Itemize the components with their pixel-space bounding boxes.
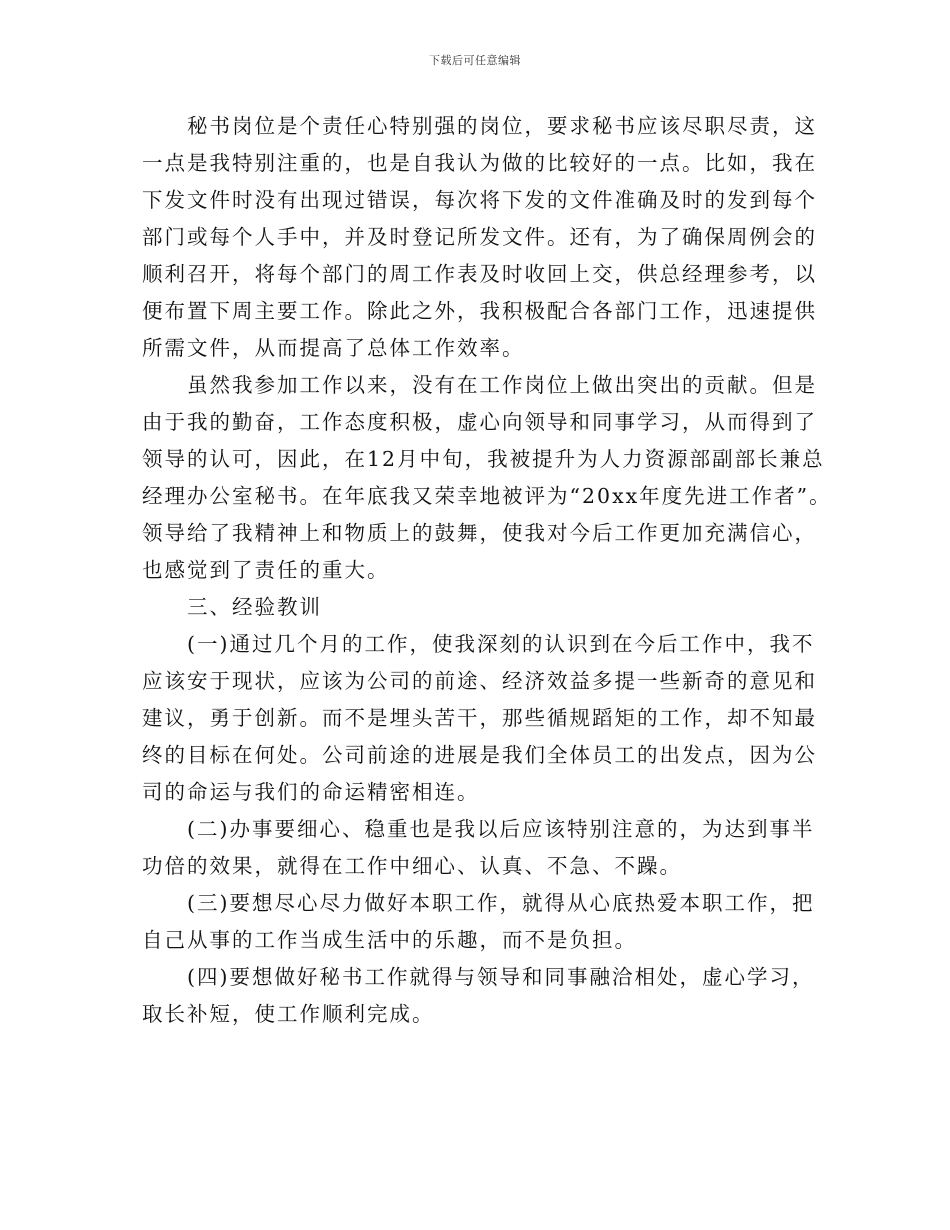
section-heading: 三、经验教训 bbox=[187, 595, 322, 619]
text-line: 领导给了我精神上和物质上的鼓舞，使我对今后工作更加充满信心， bbox=[142, 521, 817, 545]
text-line: 所需文件，从而提高了总体工作效率。 bbox=[142, 336, 525, 360]
text-line: 建议，勇于创新。而不是埋头苦干，那些循规蹈矩的工作，却不知最 bbox=[142, 706, 817, 730]
text-line: (一)通过几个月的工作，使我深刻的认识到在今后工作中，我不 bbox=[187, 632, 815, 656]
text-line: 自己从事的工作当成生活中的乐趣，而不是负担。 bbox=[142, 928, 637, 952]
text-line: 下发文件时没有出现过错误，每次将下发的文件准确及时的发到每个 bbox=[142, 188, 817, 212]
text-line: 司的命运与我们的命运精密相连。 bbox=[142, 780, 480, 804]
text-line: 秘书岗位是个责任心特别强的岗位，要求秘书应该尽职尽责，这 bbox=[187, 114, 817, 138]
text-line: 由于我的勤奋，工作态度积极，虚心向领导和同事学习，从而得到了 bbox=[142, 410, 817, 434]
text-line: (二)办事要细心、稳重也是我以后应该特别注意的，为达到事半 bbox=[187, 817, 815, 841]
text-line: 便布置下周主要工作。除此之外，我积极配合各部门工作，迅速提供 bbox=[142, 299, 817, 323]
text-line: 部门或每个人手中，并及时登记所发文件。还有，为了确保周例会的 bbox=[142, 225, 817, 249]
text-line: 功倍的效果，就得在工作中细心、认真、不急、不躁。 bbox=[142, 854, 682, 878]
text-line: 经理办公室秘书。在年底我又荣幸地被评为“20xx年度先进工作者”。 bbox=[142, 484, 832, 508]
text-line: 取长补短，使工作顺利完成。 bbox=[142, 1002, 435, 1026]
text-line: 也感觉到了责任的重大。 bbox=[142, 558, 390, 582]
text-line: (四)要想做好秘书工作就得与领导和同事融洽相处，虚心学习， bbox=[187, 965, 815, 989]
text-line: 领导的认可，因此，在12月中旬，我被提升为人力资源部副部长兼总 bbox=[142, 447, 825, 471]
text-line: 终的目标在何处。公司前途的进展是我们全体员工的出发点，因为公 bbox=[142, 743, 817, 767]
page-header: 下载后可任意编辑 bbox=[429, 54, 521, 67]
text-line: (三)要想尽心尽力做好本职工作，就得从心底热爱本职工作，把 bbox=[187, 891, 815, 915]
text-line: 一点是我特别注重的，也是自我认为做的比较好的一点。比如，我在 bbox=[142, 151, 817, 175]
text-line: 顺利召开，将每个部门的周工作表及时收回上交，供总经理参考，以 bbox=[142, 262, 817, 286]
text-line: 虽然我参加工作以来，没有在工作岗位上做出突出的贡献。但是 bbox=[187, 373, 817, 397]
text-line: 应该安于现状，应该为公司的前途、经济效益多提一些新奇的意见和 bbox=[142, 669, 817, 693]
document-body bbox=[142, 108, 832, 1033]
